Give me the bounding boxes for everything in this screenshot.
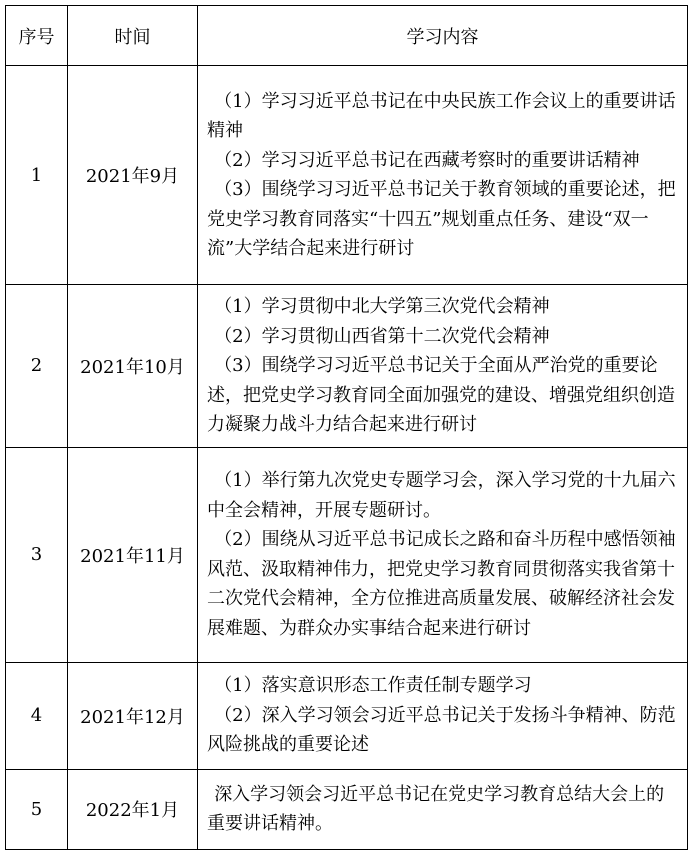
header-time: 时间 [68, 6, 198, 66]
content-item: （2）学习习近平总书记在西藏考察时的重要讲话精神 [214, 149, 640, 171]
content-item: （3）围绕学习习近平总书记关于教育领域的重要论述，把党史学习教育同落实“十四五”规划重点任务、建设“双一流”大学结合起来进行研讨 [207, 179, 676, 259]
row-content [198, 447, 688, 662]
content-item: （1）学习习近平总书记在中央民族工作会议上的重要讲话精神 [207, 90, 676, 141]
table-row [6, 769, 688, 849]
row-time: 2022年1月 [68, 769, 198, 849]
content-item: （1）学习贯彻中北大学第三次党代会精神 [214, 296, 550, 317]
row-content [198, 662, 688, 769]
table-row [6, 285, 688, 448]
study-schedule-table [5, 5, 688, 850]
table-row [6, 662, 688, 769]
row-content [198, 769, 688, 849]
content-item: （1）举行第九次党史专题学习会，深入学习党的十九届六中全会精神，开展专题研讨。 [207, 470, 676, 521]
content-item: （2）学习贯彻山西省第十二次党代会精神 [214, 325, 550, 347]
content-item: （3）围绕学习习近平总书记关于全面从严治党的重要论述，把党史学习教育同全面加强党的建设、增强党组织创造力凝聚力战斗力结合起来进行研讨 [207, 355, 675, 435]
row-time: 2021年11月 [68, 447, 198, 662]
content-item: （2）围绕从习近平总书记成长之路和奋斗历程中感悟领袖风范、汲取精神伟力，把党史学习教育同贯彻落实我省第十二次党代会精神，全方位推进高质量发展、破解经济社会发展难题、为群众办实事结合起来进行研讨 [207, 529, 676, 639]
content-item: （2）深入学习领会习近平总书记关于发扬斗争精神、防范风险挑战的重要论述 [207, 704, 676, 756]
row-num: 1 [6, 66, 68, 285]
row-num: 5 [6, 769, 68, 849]
row-time: 2021年10月 [68, 285, 198, 448]
row-num: 2 [6, 285, 68, 448]
row-content [198, 66, 688, 285]
row-num: 3 [6, 447, 68, 662]
table-row [6, 447, 688, 662]
row-time: 2021年9月 [68, 66, 198, 285]
row-time: 2021年12月 [68, 662, 198, 769]
content-item: 深入学习领会习近平总书记在党史学习教育总结大会上的重要讲话精神。 [207, 783, 665, 834]
header-num: 序号 [6, 6, 68, 66]
row-num: 4 [6, 662, 68, 769]
row-content [198, 285, 688, 448]
content-item: （1）落实意识形态工作责任制专题学习 [214, 675, 532, 697]
table-row [6, 66, 688, 285]
header-content: 学习内容 [198, 6, 688, 66]
header-row [6, 6, 688, 66]
